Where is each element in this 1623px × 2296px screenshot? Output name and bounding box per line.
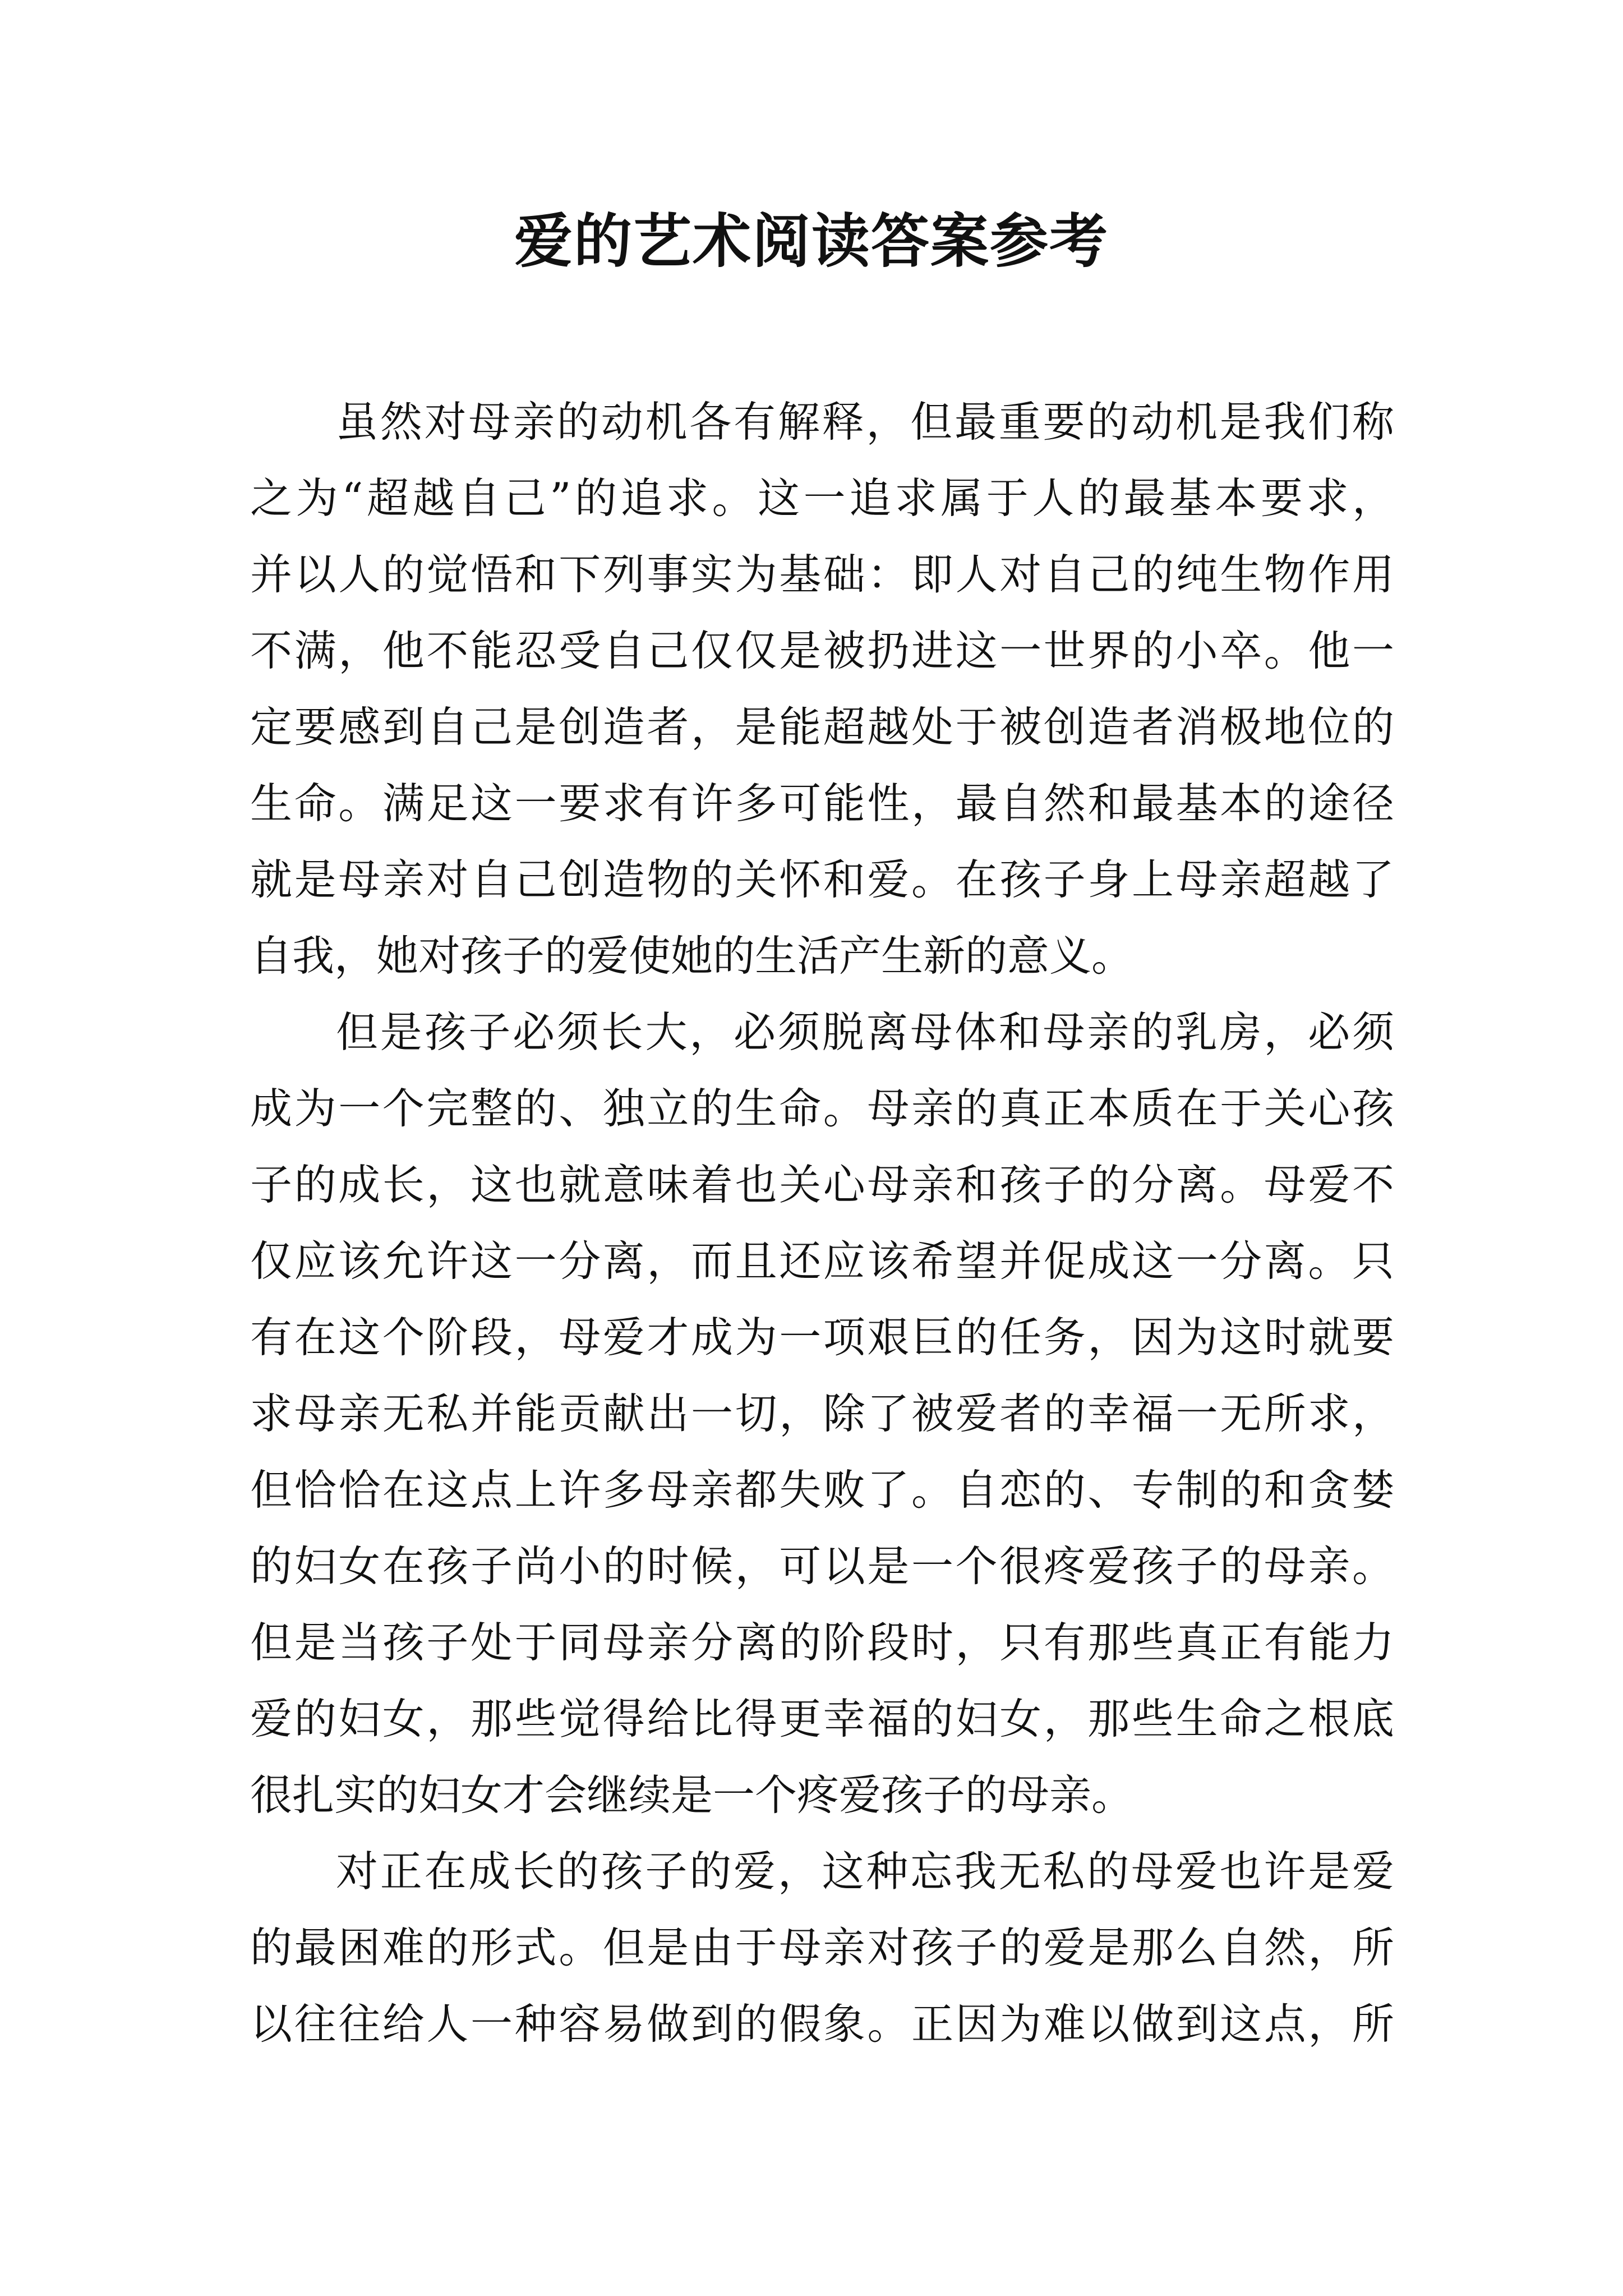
body-line: 爱的妇女，那些觉得给比得更幸福的妇女，那些生命之根底 [250, 1694, 1394, 1743]
body-line: 自我，她对孩子的爱使她的生活产生新的意义。 [250, 931, 1134, 981]
body-line: 虽然对母亲的动机各有解释，但最重要的动机是我们称 [336, 397, 1394, 447]
body-line: 子的成长，这也就意味着也关心母亲和孩子的分离。母爱不 [250, 1160, 1394, 1209]
body-line: 有在这个阶段，母爱才成为一项艰巨的任务，因为这时就要 [250, 1313, 1394, 1362]
body-line: 成为一个完整的、独立的生命。母亲的真正本质在于关心孩 [250, 1084, 1394, 1133]
body-line: 对正在成长的孩子的爱，这种忘我无私的母爱也许是爱 [336, 1847, 1394, 1896]
body-line: 的最困难的形式。但是由于母亲对孩子的爱是那么自然，所 [250, 1923, 1394, 1972]
body-line: 的妇女在孩子尚小的时候，可以是一个很疼爱孩子的母亲。 [250, 1542, 1394, 1591]
body-line: 之为“超越自己”的追求。这一追求属于人的最基本要求， [250, 473, 1394, 523]
body-line: 就是母亲对自己创造物的关怀和爱。在孩子身上母亲超越了 [250, 855, 1394, 904]
body-line: 但是孩子必须长大，必须脱离母体和母亲的乳房，必须 [336, 1007, 1394, 1057]
document-title: 爱的艺术阅读答案参考 [514, 206, 1109, 275]
body-line: 定要感到自己是创造者，是能超越处于被创造者消极地位的 [250, 702, 1394, 752]
body-line: 求母亲无私并能贡献出一切，除了被爱者的幸福一无所求， [250, 1389, 1394, 1438]
body-line: 但是当孩子处于同母亲分离的阶段时，只有那些真正有能力 [250, 1618, 1394, 1667]
body-line: 仅应该允许这一分离，而且还应该希望并促成这一分离。只 [250, 1236, 1394, 1286]
body-line: 以往往给人一种容易做到的假象。正因为难以做到这点，所 [250, 1999, 1394, 2049]
body-line: 不满，他不能忍受自己仅仅是被扔进这一世界的小卒。他一 [250, 626, 1394, 675]
body-line: 生命。满足这一要求有许多可能性，最自然和最基本的途径 [250, 779, 1394, 828]
body-line: 很扎实的妇女才会继续是一个疼爱孩子的母亲。 [250, 1770, 1134, 1820]
body-line: 并以人的觉悟和下列事实为基础：即人对自己的纯生物作用 [250, 550, 1394, 599]
body-line: 但恰恰在这点上许多母亲都失败了。自恋的、专制的和贪婪 [250, 1465, 1394, 1515]
